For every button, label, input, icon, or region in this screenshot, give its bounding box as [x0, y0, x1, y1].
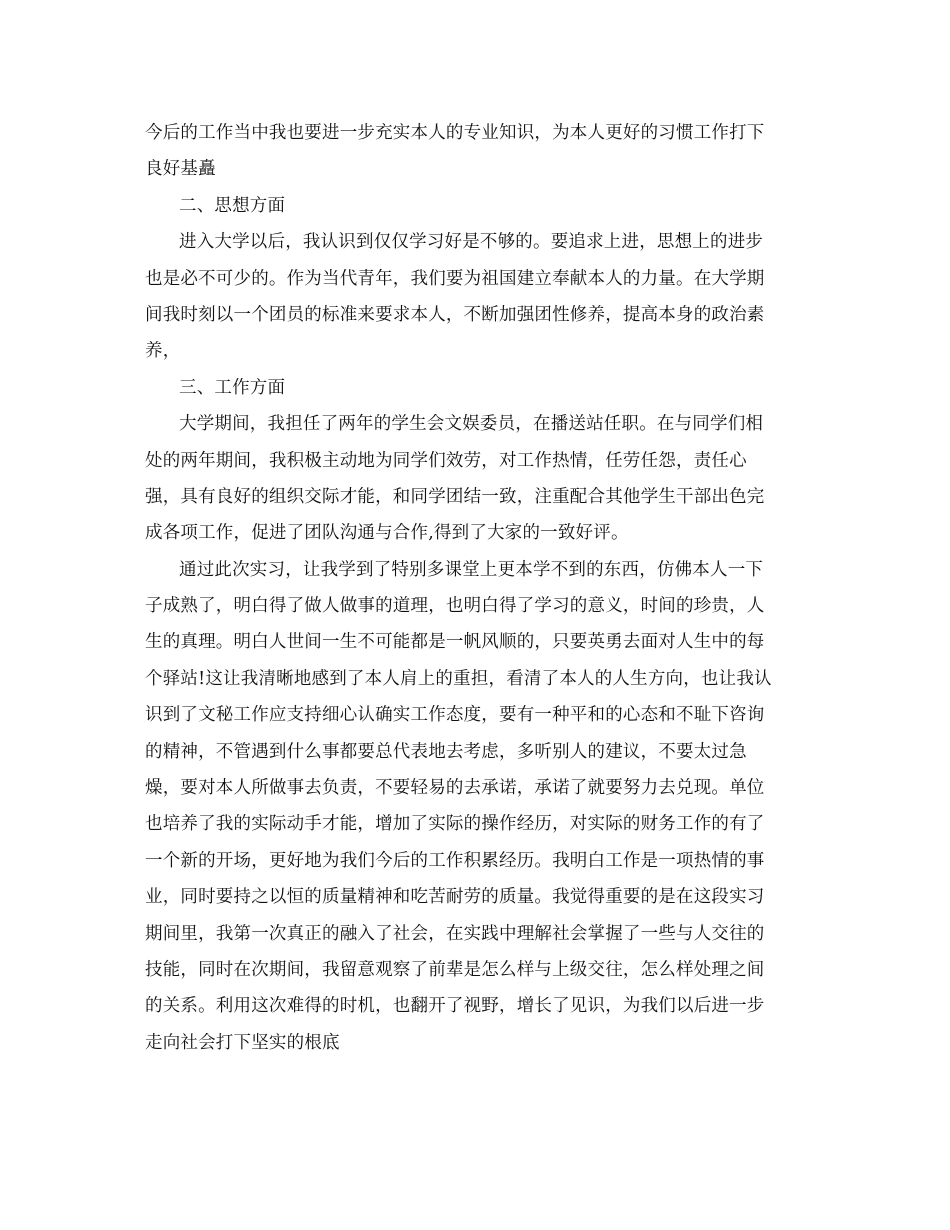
text-line: 也是必不可少的。作为当代青年，我们要为祖国建立奉献本人的力量。在大学期 [145, 268, 765, 289]
text-line: 养， [145, 341, 181, 362]
text-line: 今后的工作当中我也要进一步充实本人的专业知识，为本人更好的习惯工作打下 [145, 123, 765, 143]
paragraph [145, 224, 815, 370]
text-line: 一个新的开场，更好地为我们今后的工作积累经历。我明白工作是一项热情的事 [145, 850, 765, 871]
text-line: 的关系。利用这次难得的时机，也翻开了视野，增长了见识，为我们以后进一步 [145, 996, 765, 1017]
text-line: 也培养了我的实际动手才能，增加了实际的操作经历，对实际的财务工作的有了 [145, 814, 765, 835]
text-line: 三、工作方面 [179, 377, 286, 398]
paragraph [145, 188, 815, 224]
text-line: 进入大学以后，我认识到仅仅学习好是不够的。要追求上进，思想上的进步 [179, 232, 764, 253]
text-line: 二、思想方面 [179, 195, 286, 216]
text-line: 成各项工作，促进了团队沟通与合作,得到了大家的一致好评。 [145, 523, 629, 544]
paragraph [145, 115, 815, 188]
text-line: 良好基矗 [145, 159, 216, 180]
text-line: 处的两年期间，我积极主动地为同学们效劳，对工作热情，任劳任怨，责任心 [145, 450, 747, 471]
text-line: 的精神，不管遇到什么事都要总代表地去考虑，多听别人的建议，不要太过急 [145, 741, 747, 762]
text-line: 间我时刻以一个团员的标准来要求本人，不断加强团性修养，提高本身的政治素 [145, 304, 765, 325]
paragraph [145, 406, 815, 552]
document-body [145, 115, 815, 1061]
text-line: 期间里，我第一次真正的融入了社会，在实践中理解社会掌握了一些与人交往的 [145, 923, 765, 944]
paragraph [145, 552, 815, 1061]
text-line: 子成熟了，明白得了做人做事的道理，也明白得了学习的意义，时间的珍贵，人 [145, 596, 765, 617]
text-line: 识到了文秘工作应支持细心认确实工作态度，要有一种平和的心态和不耻下咨询 [145, 705, 765, 726]
text-line: 走向社会打下坚实的根底 [145, 1032, 340, 1053]
text-line: 大学期间，我担任了两年的学生会文娱委员，在播送站任职。在与同学们相 [179, 414, 764, 435]
text-line: 通过此次实习，让我学到了特别多课堂上更本学不到的东西，仿佛本人一下 [179, 559, 764, 580]
text-line: 强，具有良好的组织交际才能，和同学团结一致，注重配合其他学生干部出色完 [145, 486, 765, 507]
text-line: 燥，要对本人所做事去负责，不要轻易的去承诺，承诺了就要努力去兑现。单位 [145, 778, 765, 799]
text-line: 生的真理。明白人世间一生不可能都是一帆风顺的，只要英勇去面对人生中的每 [145, 632, 765, 653]
text-line: 技能，同时在次期间，我留意观察了前辈是怎么样与上级交往，怎么样处理之间 [145, 959, 765, 980]
text-line: 个驿站!这让我清晰地感到了本人肩上的重担，看清了本人的人生方向，也让我认 [145, 668, 772, 689]
text-line: 业，同时要持之以恒的质量精神和吃苦耐劳的质量。我觉得重要的是在这段实习 [145, 887, 765, 908]
paragraph [145, 370, 815, 406]
